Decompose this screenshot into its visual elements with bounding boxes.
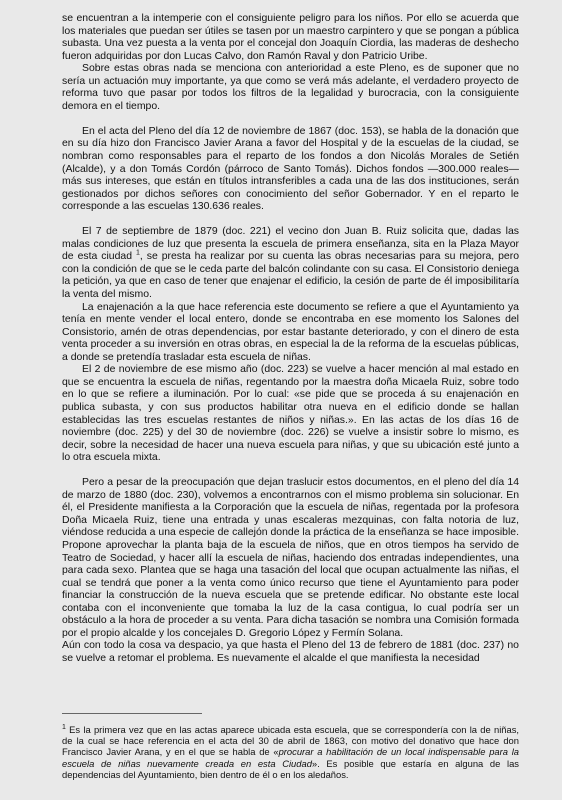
- paragraph-6: El 2 de noviembre de ese mismo año (doc. 223) se vuelve a hacer mención al mal estado en que se encuentra la escuela de niñas, regentando por la maestra doña Micaela Ruiz, sobre todo en lo que se refiere a iluminación. Por lo cual: «se pide que se proceda á su enajenación en publica subasta, y con sus productos habilitar otra nueva en el edificio donde se hallan establecidas las tres escuelas restantes de niños y niñas.». En las actas de los días 16 de noviembre (doc. 225) y del 30 de noviembre (doc. 226) se vuelve a insistir sobre lo mismo, es decir, sobre la necesidad de hacer una nueva escuela para niñas, y que su ubicación esté junto a lo otra escuela mixta.: [62, 364, 519, 464]
- paragraph-4-text-b: , se presta ha realizar por su cuenta las obras necesarias para su mejora, pero con la condición de que se le ceda parte del balcón colindante con su casa. El Consistorio deniega la petición, ya que en caso de tener que enajenar el edificio, la cesión de parte de él imposibilitaría la venta del mismo.: [62, 251, 519, 301]
- footnote-reference: 1: [135, 249, 140, 257]
- paragraph-2: Sobre estas obras nada se menciona con anterioridad a este Pleno, es de suponer que no sería un actuación muy importante, ya que como se verá más adelante, el verdadero proyecto de reforma tuvo que pasar por todos los filtros de la legalidad y burocracia, con la consiguiente demora en el tiempo.: [62, 63, 519, 112]
- paragraph-8: Aún con todo la cosa va despacio, ya que hasta el Pleno del 13 de febrero de 1881 (doc. 237) no se vuelve a retomar el problema. Es nuevamente el alcalde el que manifiesta la necesidad: [62, 640, 519, 664]
- paragraph-4-text-a: El 7 de septiembre de 1879 (doc. 221) el vecino don Juan B. Ruiz solicita que, dadas las malas condiciones de luz que presenta la escuela de primera enseñanza, sita en la Plaza Mayor de esta ciudad: [62, 226, 519, 263]
- footnote: [62, 724, 519, 780]
- paragraph-7: Pero a pesar de la preocupación que dejan traslucir estos documentos, en el pleno del día 14 de marzo de 1880 (doc. 230), volvemos a encontrarnos con el mismo problema sin solucionar. En él, el Presidente manifiesta a la Corporación que la escuela de niñas, regentada por la profesora Doña Micaela Ruiz, tiene una entrada y unas escaleras mezquinas, con falta notoria de luz, viéndose reducida a una especie de callejón donde la práctica de la enseñanza se hace imposible. Propone aprovechar la planta baja de la escuela de niños, que en otros tiempos ha servido de Teatro de Sociedad, y hacer allí la escuela de niñas, haciendo dos entradas independientes, una para cada sexo. Plantea que se haga una tasación del local que ocupan actualmente las niñas, el cual se tendrá que poner a la venta como único recurso que tiene el Ayuntamiento para poder financiar la construcción de la nueva escuela que se pretende edificar. No obstante este local contaba con el inconveniente que tomaba la luz de la casa contigua, lo cual podría ser un obstáculo a la hora de proceder a su venta. Para dicha tasación se nombra una Comisión formada por el propio alcalde y los concejales D. Gregorio López y Fermín Solana.: [62, 477, 519, 639]
- paragraph-4: [62, 226, 519, 301]
- footnote-text-b: ». Es posible que estaría en alguna de las dependencias del Ayuntamiento, bien dentro de él o en los aledaños.: [62, 757, 519, 780]
- footnote-marker: 1: [62, 723, 66, 731]
- footnote-quote: procurar a habilitación de un local indispensable para la escuela de niñas nuevamente creada en esta Ciudad: [62, 746, 519, 769]
- paragraph-1: se encuentran a la intemperie con el consiguiente peligro para los niños. Por ello se acuerda que los materiales que puedan ser útiles se tasen por un maestro carpintero y que se pongan a pública subasta. Una vez puesta a la venta por el concejal don Joaquín Ciordia, las maderas de deshecho fueron adquiridas por don Lucas Calvo, don Ramón Raval y don Patricio Uribe.: [62, 13, 519, 62]
- paragraph-3: En el acta del Pleno del día 12 de noviembre de 1867 (doc. 153), se habla de la donación que en su día hizo don Francisco Javier Arana a favor del Hospital y de la escuelas de la ciudad, se nombran como responsables para el reparto de los fondos a don Nicolás Morales de Setién (Alcalde), y a don Tomás Cordón (párroco de Santo Tomás). Dichos fondos —300.000 reales— más sus intereses, que están en títulos intransferibles a cada una de las dos instituciones, serán gestionados por dichos señores con conocimiento del señor Gobernador. Y en el reparto le corresponde a las escuelas 130.636 reales.: [62, 125, 519, 213]
- footnote-text-a: Es la primera vez que en las actas aparece ubicada esta escuela, que se correspondería con la de niñas, de la cual se hace referencia en el acta del 30 de abril de 1863, con motivo del donativo que hace don Francisco Javier Arana, y en el que se habla de «: [62, 724, 519, 758]
- paragraph-5: La enajenación a la que hace referencia este documento se refiere a que el Ayuntamiento ya tenía en mente vender el local entero, donde se encontraba en ese momento los Salones del Consistorio, amén de otras dependencias, por estar bastante deteriorado, y con el dinero de esta venta proceder a su inversión en otras obras, en especial la de la reforma de la escuelas públicas, a donde se pretendía trasladar esta escuela de niñas.: [62, 301, 519, 363]
- body-text: [62, 13, 519, 665]
- footnote-separator: [62, 713, 202, 714]
